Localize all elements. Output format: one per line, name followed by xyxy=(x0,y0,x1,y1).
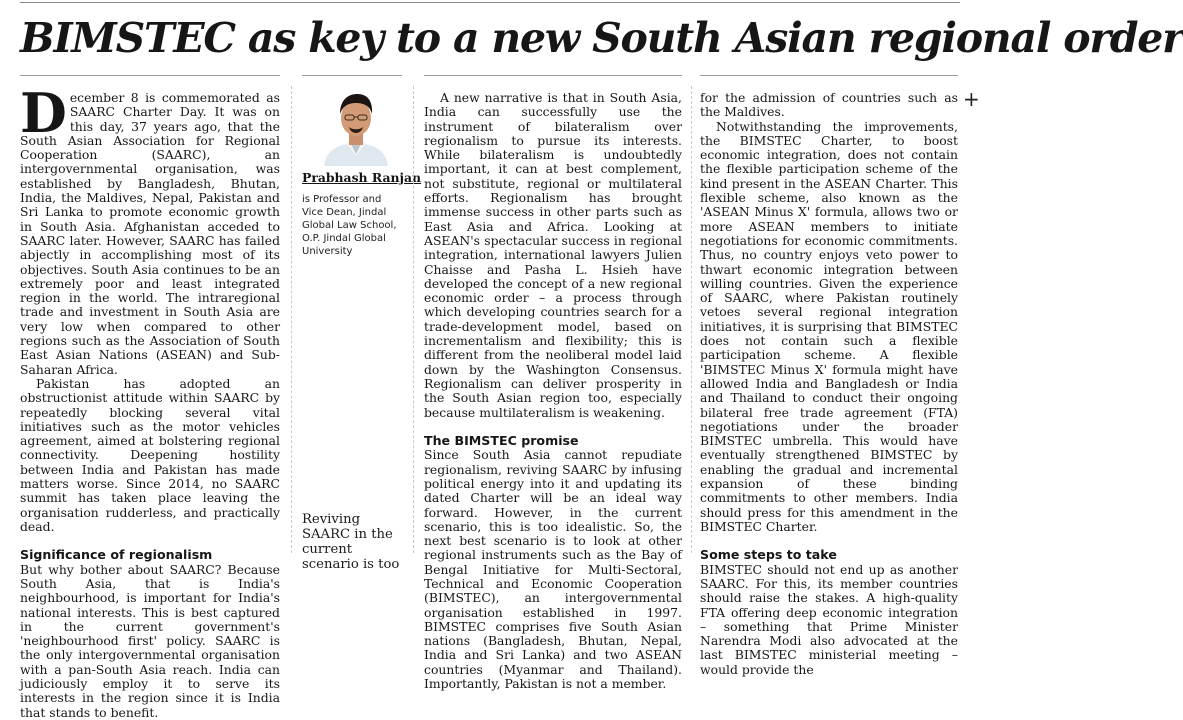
author-name: Prabhash Ranjan xyxy=(302,170,422,185)
article-column-2 xyxy=(424,90,682,692)
col3-rule xyxy=(700,75,958,76)
col1-paragraph-2: Pakistan has adopted an obstructionist attitude within SAARC by repeatedly blocking several vital initiatives such as the motor vehicles agreement, aimed at bolstering regional connectivity. Deepening hostility between India and Pakistan has made matters worse. Since 2014, no SAARC summit has taken place leaving the organisation rudderless, and practically dead. xyxy=(20,375,280,534)
top-rule xyxy=(20,2,960,3)
column-divider-1 xyxy=(291,86,292,553)
col1-paragraph-3: But why bother about SAARC? Because South Asia, that is India's neighbourhood, is important for India's national interests. This is best captured in the current government's 'neighbourhood first' policy. SAARC is the only intergovernmental organisation with a pan-South Asia reach. India can judiciously employ it to serve its interests in the region since it is India that stands to benefit. xyxy=(20,561,280,720)
author-bio: is Professor and Vice Dean, Jindal Global Law School, O.P. Jindal Global University xyxy=(302,194,397,257)
col3-paragraph-2: BIMSTEC should not end up as another SAARC. For this, its member countries should raise the stakes. A high-quality FTA offering deep economic integration – something that Prime Minister Narendra Modi also advocated at the last BIMSTEC ministerial meeting – would provide the xyxy=(700,561,958,677)
col2-paragraph-2: Since South Asia cannot repudiate regionalism, reviving SAARC by infusing political energy into it and updating its dated Charter will be an ideal way forward. However, in the current scenario, this is too idealistic. So, the next best scenario is to look at other regional instruments such as the Bay of Bengal Initiative for Multi-Sectoral, Technical and Economic Cooperation (BIMSTEC), an intergovernmental organisation established in 1997. BIMSTEC comprises five South Asian nations (Bangladesh, Bhutan, Nepal, India and Sri Lanka) and two ASEAN countries (Myanmar and Thailand). Importantly, Pakistan is not a member. xyxy=(424,447,682,692)
pull-quote: Reviving SAARC in the current scenario is too xyxy=(302,512,400,572)
subhead-some-steps-to-take: Some steps to take xyxy=(700,547,837,563)
col3-paragraph-0: for the admission of countries such as the Maldives. xyxy=(700,90,958,120)
subhead-bimstec-promise: The BIMSTEC promise xyxy=(424,432,579,448)
author-photo xyxy=(318,88,394,166)
article-column-1 xyxy=(20,81,280,720)
author-portrait-icon xyxy=(318,88,394,166)
subhead-significance-of-regionalism: Significance of regionalism xyxy=(20,547,213,563)
column-divider-2 xyxy=(413,86,414,553)
col1-paragraph-1: ecember 8 is commemorated as SAARC Charter Day. It was on this day, 37 years ago, that the South Asian Association for Regional Cooperation (SAARC), an intergovernmental organisation, was established by Bangladesh, Bhutan, India, the Maldives, Nepal, Pakistan and Sri Lanka to promote economic growth in South Asia. Afghanistan acceded to SAARC later. However, SAARC has failed abjectly in accomplishing most of its objectives. South Asia continues to be an extremely poor and least integrated region in the world. The intraregional trade and investment in South Asia are very low when compared to other regions such as the Association of South East Asian Nations (ASEAN) and Sub-Saharan Africa. xyxy=(20,90,280,377)
col2-rule xyxy=(424,75,682,76)
col3-paragraph-1: Notwithstanding the improvements, the BIMSTEC Charter, to boost economic integration, does not contain the flexible participation scheme of the kind present in the ASEAN Charter. This flexible scheme, also known as the 'ASEAN Minus X' formula, allows two or more ASEAN members to initiate negotiations for economic commitments. Thus, no country enjoys veto power to thwart economic integration between willing countries. Given the experience of SAARC, where Pakistan routinely vetoes several regional integration initiatives, it is surprising that BIMSTEC does not contain such a flexible participation scheme. A flexible 'BIMSTEC Minus X' formula might have allowed India and Bangladesh or India and Thailand to conduct their ongoing bilateral free trade agreement (FTA) negotiations under the broader BIMSTEC umbrella. This would have eventually strengthened BIMSTEC by enabling the gradual and incremental expansion of these binding commitments to other members. India should press for this amendment in the BIMSTEC Charter. xyxy=(700,118,958,534)
col1-rule xyxy=(20,75,280,76)
byline-rule xyxy=(302,75,402,76)
plus-icon: + xyxy=(963,87,980,111)
dropcap: D xyxy=(20,81,67,145)
headline: BIMSTEC as key to a new South Asian regional order xyxy=(20,14,1183,62)
article-column-3 xyxy=(700,90,958,677)
column-divider-3 xyxy=(691,86,692,553)
col2-paragraph-1: A new narrative is that in South Asia, India can successfully use the instrument of bilateralism over regionalism to pursue its interests. While bilateralism is undoubtedly important, it can at best complement, not substitute, regional or multilateral efforts. Regionalism has brought immense success in other parts such as East Asia and Africa. Looking at ASEAN's spectacular success in regional integration, international lawyers Julien Chaisse and Pasha L. Hsieh have developed the concept of a new regional economic order – a process through which developing countries search for a trade-development model, based on incrementalism and flexibility; this is different from the neoliberal model laid down by the Washington Consensus. Regionalism can deliver prosperity in the South Asian region too, especially because multilateralism is weakening. xyxy=(424,90,682,420)
